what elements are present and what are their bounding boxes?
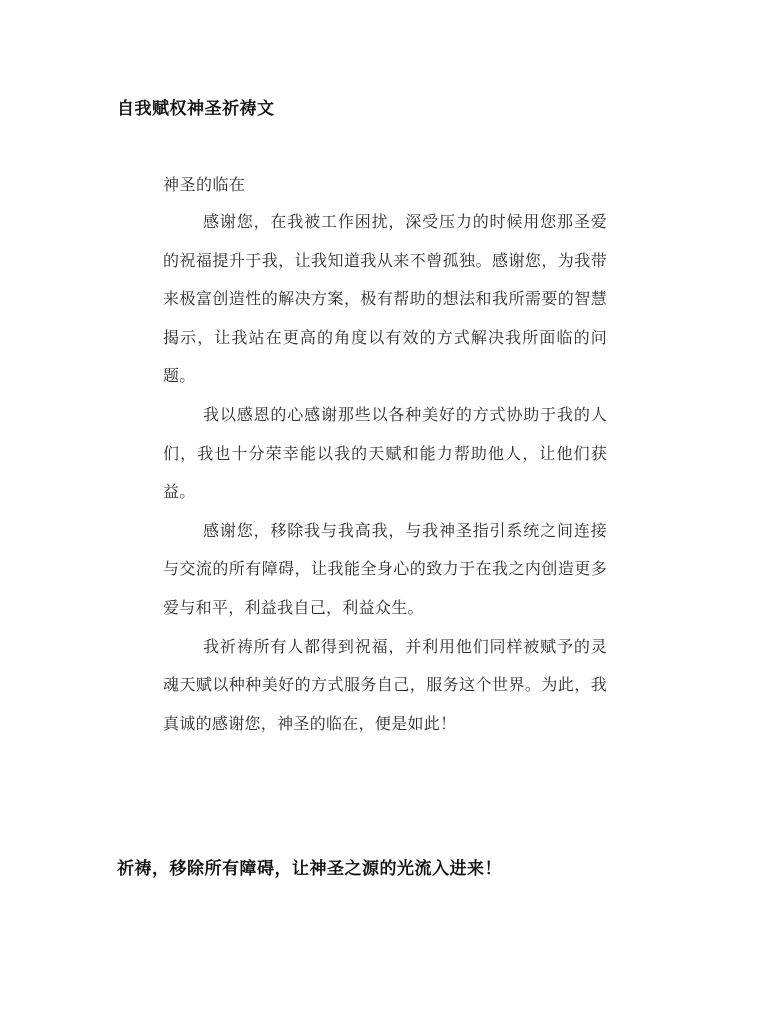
paragraph: 我以感恩的心感谢那些以各种美好的方式协助于我的人们，我也十分荣幸能以我的天赋和能力帮助他人，让他们获益。: [163, 404, 607, 502]
paragraph: 我祈祷所有人都得到祝福，并利用他们同样被赋予的灵魂天赋以种种美好的方式服务自己，服务这个世界。为此，我真诚的感谢您，神圣的临在，便是如此！: [163, 636, 607, 733]
prayer-body: [163, 203, 607, 743]
paragraph: 感谢您，移除我与我高我，与我神圣指引系统之间连接与交流的所有障碍，让我能全身心的致力于在我之内创造更多爱与和平，利益我自己，利益众生。: [163, 520, 607, 617]
closing-line: 祈祷，移除所有障碍，让神圣之源的光流入进来！: [117, 859, 502, 879]
paragraph: 感谢您，在我被工作困扰，深受压力的时候用您那圣爱的祝福提升于我，让我知道我从来不曾孤独。感谢您，为我带来极富创造性的解决方案，极有帮助的想法和我所需要的智慧揭示，让我站在更高的角度以有效的方式解决我所面临的问题。: [163, 212, 607, 386]
section-heading: 神圣的临在: [163, 175, 246, 194]
document-title: 自我赋权神圣祈祷文: [117, 99, 275, 119]
